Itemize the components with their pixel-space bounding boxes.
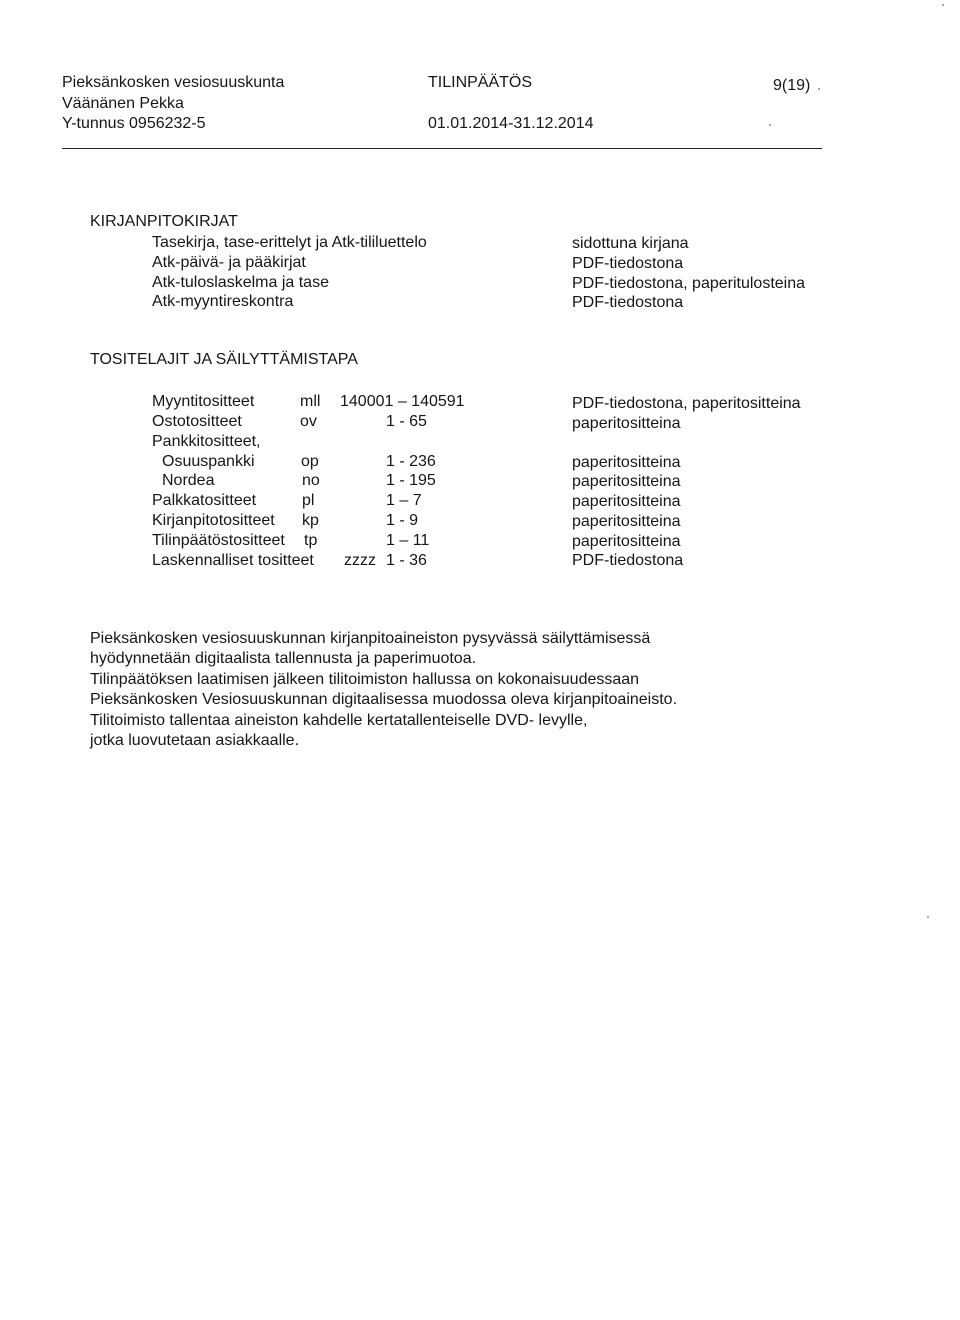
person-name: Väänänen Pekka: [62, 95, 184, 112]
book-storage: sidottuna kirjana: [572, 235, 689, 252]
notes-line: Tilinpäätöksen laatimisen jälkeen tilitoimiston hallussa on kokonaisuudessaan: [90, 671, 640, 688]
scan-speck: [769, 124, 771, 126]
voucher-range: 1 - 36: [386, 552, 427, 569]
voucher-code: pl: [302, 492, 315, 509]
notes-line: Tilitoimisto tallentaa aineiston kahdelle kertatallenteiselle DVD- levylle,: [90, 712, 588, 729]
voucher-code: op: [301, 453, 319, 470]
document-title: TILINPÄÄTÖS: [428, 74, 533, 91]
voucher-storage: paperitositteina: [572, 415, 681, 432]
company-name: Pieksänkosken vesiosuuskunta: [62, 74, 285, 91]
voucher-storage: paperitositteina: [572, 454, 681, 471]
voucher-name: Pankkitositteet,: [152, 433, 261, 450]
business-id: Y-tunnus 0956232-5: [62, 115, 206, 132]
book-storage: PDF-tiedostona: [572, 255, 684, 272]
voucher-range: 1 – 7: [386, 492, 422, 509]
voucher-storage: PDF-tiedostona: [572, 552, 684, 569]
voucher-range: 1 - 195: [386, 472, 436, 489]
voucher-name: Ostotositteet: [152, 413, 242, 430]
voucher-code: ov: [300, 413, 317, 430]
voucher-storage: paperitositteina: [572, 513, 681, 530]
book-name: Atk-päivä- ja pääkirjat: [152, 254, 306, 271]
notes-line: hyödynnetään digitaalista tallennusta ja paperimuotoa.: [90, 650, 477, 667]
voucher-name: Osuuspankki: [162, 453, 255, 470]
voucher-range: 140001 – 140591: [340, 393, 465, 410]
voucher-code: kp: [302, 512, 319, 529]
book-name: Tasekirja, tase-erittelyt ja Atk-tililuettelo: [152, 234, 427, 251]
book-name: Atk-myyntireskontra: [152, 293, 294, 310]
header-divider: [62, 148, 822, 149]
voucher-storage: paperitositteina: [572, 473, 681, 490]
books-heading: KIRJANPITOKIRJAT: [90, 213, 238, 230]
voucher-storage: paperitositteina: [572, 533, 681, 550]
voucher-code: tp: [304, 532, 318, 549]
notes-line: Pieksänkosken vesiosuuskunnan kirjanpitoaineiston pysyvässä säilyttämisessä: [90, 630, 651, 647]
scan-speck: [927, 916, 929, 918]
notes-line: jotka luovutetaan asiakkaalle.: [90, 732, 300, 749]
book-storage: PDF-tiedostona: [572, 294, 684, 311]
voucher-name: Laskennalliset tositteet: [152, 552, 314, 569]
voucher-name: Kirjanpitotositteet: [152, 512, 275, 529]
notes-line: Pieksänkosken Vesiosuuskunnan digitaalisessa muodossa oleva kirjanpitoaineisto.: [90, 691, 678, 708]
voucher-storage: paperitositteina: [572, 493, 681, 510]
voucher-range: 1 - 236: [386, 453, 436, 470]
voucher-code: zzzz: [344, 552, 376, 569]
voucher-name: Nordea: [162, 472, 215, 489]
book-name: Atk-tuloslaskelma ja tase: [152, 274, 329, 291]
voucher-name: Tilinpäätöstositteet: [152, 532, 285, 549]
voucher-name: Palkkatositteet: [152, 492, 257, 509]
voucher-range: 1 - 65: [386, 413, 427, 430]
voucher-code: mll: [300, 393, 321, 410]
voucher-code: no: [302, 472, 320, 489]
voucher-range: 1 – 11: [386, 532, 430, 549]
scan-speck: [942, 4, 944, 6]
voucher-range: 1 - 9: [386, 512, 419, 529]
voucher-storage: PDF-tiedostona, paperitositteina: [572, 395, 801, 412]
book-storage: PDF-tiedostona, paperitulosteina: [572, 275, 806, 292]
scan-speck: [818, 88, 820, 90]
page-number: 9(19): [773, 77, 811, 94]
vouchers-heading: TOSITELAJIT JA SÄILYTTÄMISTAPA: [90, 351, 358, 368]
fiscal-period: 01.01.2014-31.12.2014: [428, 115, 594, 132]
voucher-name: Myyntitositteet: [152, 393, 255, 410]
